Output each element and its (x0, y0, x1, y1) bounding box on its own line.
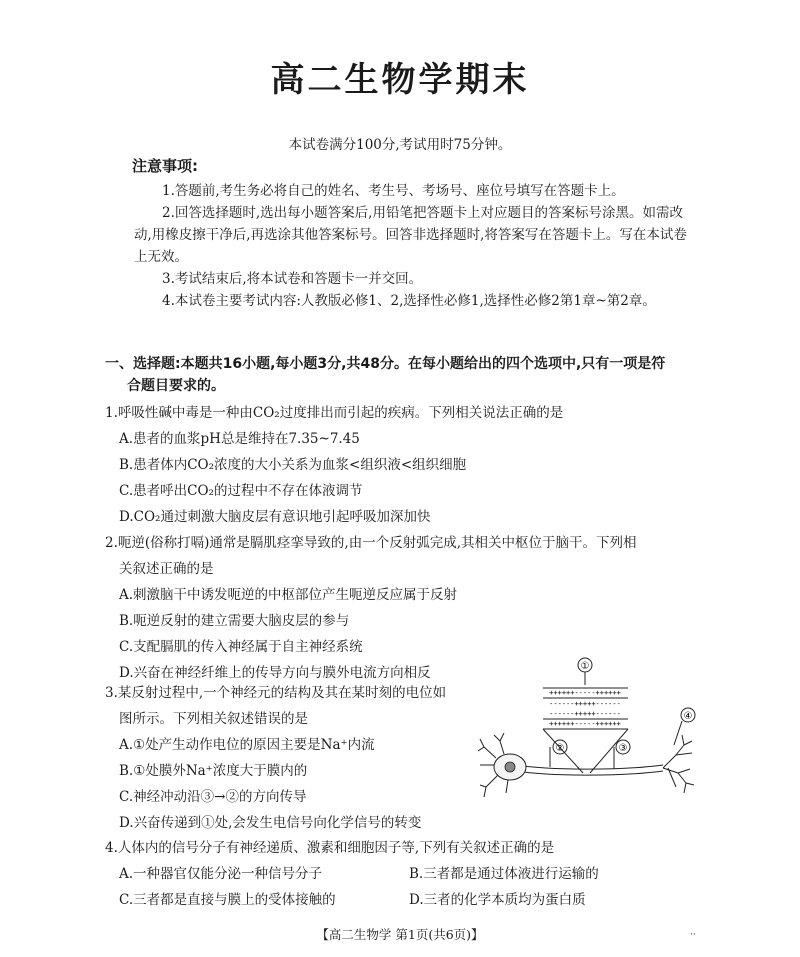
question-stem-cont: 关叙述正确的是 (119, 561, 214, 577)
label-4-arrow (674, 721, 682, 745)
option-b: B.患者体内CO₂浓度的大小关系为血浆<组织液<组织细胞 (119, 457, 467, 473)
exam-subtitle: 本试卷满分100分,考试用时75分钟。 (288, 137, 512, 153)
option-b: B.①处膜外Na⁺浓度大于膜内的 (119, 763, 308, 779)
question-stem: 2.呃逆(俗称打嗝)通常是膈肌痉挛导致的,由一个反射弧完成,其相关中枢位于脑干。下列相 (105, 535, 637, 551)
option-a: A.①处产生动作电位的原因主要是Na⁺内流 (119, 737, 375, 753)
option-c: C.支配膈肌的传入神经属于自主神经系统 (119, 639, 363, 655)
option-c: C.患者呼出CO₂的过程中不存在体液调节 (119, 483, 363, 499)
charge-row: ++++++-----++++++ (549, 720, 621, 728)
notice-item: 1.答题前,考生务必将自己的姓名、考生号、考场号、座位号填写在答题卡上。 (162, 183, 625, 199)
option-row (105, 887, 699, 913)
option-a: A.刺激脑干中诱发呃逆的中枢部位产生呃逆反应属于反射 (119, 587, 458, 603)
charge-row: ++++++-----++++++ (549, 689, 621, 697)
option-c: C.三者都是直接与膜上的受体接触的 (119, 892, 336, 908)
notice-list (134, 180, 694, 312)
section-heading-line: 合题目要求的。 (127, 378, 225, 394)
label-2: ② (555, 743, 565, 754)
label-3: ③ (618, 743, 628, 754)
axon (516, 771, 663, 775)
label-1: ① (580, 661, 590, 672)
nucleus (505, 762, 515, 772)
question-stem: 1.呼吸性碱中毒是一种由CO₂过度排出而引起的疾病。下列相关说法正确的是 (105, 405, 564, 421)
question-stem: 3.某反射过程中,一个神经元的结构及其在某时刻的电位如 (105, 685, 447, 701)
notice-item: 3.考试结束后,将本试卷和答题卡一并交回。 (162, 271, 423, 287)
axon-terminal (663, 735, 694, 793)
charge-row: ------+++++------ (549, 700, 621, 708)
option-a: A.一种器官仅能分泌一种信号分子 (119, 866, 323, 882)
option-c: C.神经冲动沿③→②的方向传导 (119, 789, 307, 805)
page-title: 高二生物学期末 (270, 60, 530, 100)
notice-heading: 注意事项: (132, 157, 198, 175)
option-d: D.三者的化学本质均为蛋白质 (409, 892, 586, 908)
label-4: ④ (683, 711, 693, 722)
option-row (105, 861, 699, 887)
question-stem: 4.人体内的信号分子有神经递质、激素和细胞因子等,下列有关叙述正确的是 (105, 840, 555, 856)
page-footer: 【高二生物学 第1页(共6页)】 (316, 927, 484, 942)
section-heading (105, 353, 705, 397)
question-1 (105, 400, 563, 530)
notice-item: 4.本试卷主要考试内容:人教版必修1、2,选择性必修1,选择性必修2第1章~第2章。 (162, 293, 656, 309)
option-d: D.兴奋在神经纤维上的传导方向与膜外电流方向相反 (119, 665, 431, 681)
option-d: D.CO₂通过刺激大脑皮层有意识地引起呼吸加深加快 (119, 509, 431, 525)
section-heading-line: 一、选择题:本题共16小题,每小题3分,共48分。在每小题给出的四个选项中,只有一项是符 (105, 356, 666, 372)
charge-row: ------+++++------ (549, 710, 621, 718)
option-d: D.兴奋传递到①处,会发生电信号向化学信号的转变 (119, 815, 422, 831)
neuron-diagram (478, 655, 708, 805)
question-3 (105, 680, 446, 836)
question-stem-cont: 图所示。下列相关叙述错误的是 (119, 711, 308, 727)
question-4 (105, 835, 699, 913)
footer-mark: ·· (690, 930, 696, 940)
notice-item: 2.回答选择题时,选出每小题答案后,用铅笔把答题卡上对应题目的答案标号涂黑。如需改动,用橡皮擦干净后,再选涂其他答案标号。回答非选择题时,将答案写在答题卡上。写在本试卷上无效。 (134, 205, 687, 265)
option-a: A.患者的血浆pH总是维持在7.35~7.45 (119, 431, 360, 447)
axon (516, 765, 663, 769)
option-b: B.三者都是通过体液进行运输的 (409, 866, 599, 882)
option-b: B.呃逆反射的建立需要大脑皮层的参与 (119, 613, 350, 629)
